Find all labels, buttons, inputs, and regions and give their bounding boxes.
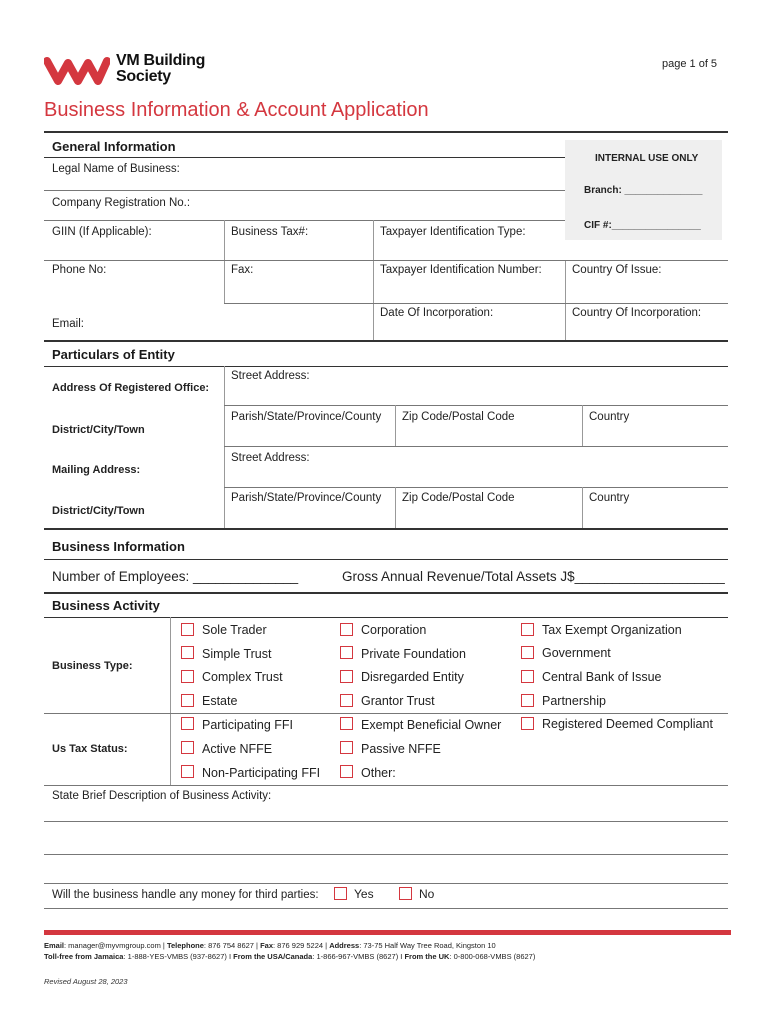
footer-tollfree-jamaica-value: : 1-888-YES-VMBS (937-8627) I	[123, 952, 234, 961]
date-of-incorporation-label: Date Of Incorporation:	[380, 307, 494, 319]
street-address-label-2: Street Address:	[231, 452, 310, 464]
page-title: Business Information & Account Application	[44, 99, 429, 121]
disregarded-entity-label: Disregarded Entity	[361, 670, 464, 684]
footer-tollfree-jamaica-label: Toll-free from Jamaica	[44, 952, 124, 961]
corporation-label: Corporation	[361, 623, 427, 637]
active-nffe-label: Active NFFE	[202, 742, 273, 756]
government-label: Government	[542, 646, 611, 660]
district-label-2: District/City/Town	[52, 505, 145, 517]
registered-deemed-compliant-checkbox[interactable]	[521, 717, 534, 730]
email-label: Email:	[52, 318, 84, 330]
simple-trust-checkbox[interactable]	[181, 646, 194, 659]
central-bank-label: Central Bank of Issue	[542, 670, 662, 684]
exempt-beneficial-owner-checkbox[interactable]	[340, 717, 353, 730]
third-party-question: Will the business handle any money for third parties:	[52, 889, 319, 901]
private-foundation-checkbox[interactable]	[340, 646, 353, 659]
tax-exempt-organization-checkbox[interactable]	[521, 623, 534, 636]
tax-exempt-organization-label: Tax Exempt Organization	[542, 623, 682, 637]
grantor-trust-label: Grantor Trust	[361, 694, 435, 708]
footer-email-value: : manager@myvmgroup.com |	[64, 941, 167, 950]
zip-label-2: Zip Code/Postal Code	[402, 492, 515, 504]
fax-label: Fax:	[231, 264, 254, 276]
complex-trust-checkbox[interactable]	[181, 670, 194, 683]
footer-contact-line-1	[44, 941, 496, 950]
logo-text-line2: Society	[116, 68, 171, 85]
particulars-heading: Particulars of Entity	[52, 347, 175, 362]
third-party-no-label: No	[419, 887, 435, 901]
phone-label: Phone No:	[52, 264, 107, 276]
revised-date: Revised August 28, 2023	[44, 977, 128, 986]
passive-nffe-label: Passive NFFE	[361, 742, 441, 756]
passive-nffe-checkbox[interactable]	[340, 741, 353, 754]
description-line-1[interactable]	[44, 821, 728, 822]
branch-field: Branch: ______________	[584, 185, 703, 196]
registered-deemed-compliant-label: Registered Deemed Compliant	[542, 717, 713, 731]
country-label-1: Country	[589, 411, 630, 423]
exempt-beneficial-owner-label: Exempt Beneficial Owner	[361, 718, 502, 732]
sole-trader-label: Sole Trader	[202, 623, 267, 637]
description-line-2[interactable]	[44, 854, 728, 855]
us-tax-status-label: Us Tax Status:	[52, 743, 128, 755]
page-indicator: page 1 of 5	[662, 58, 718, 70]
legal-name-label: Legal Name of Business:	[52, 163, 180, 175]
footer-telephone-label: Telephone	[166, 941, 204, 950]
footer-fax-label: Fax	[260, 941, 274, 950]
business-description-label: State Brief Description of Business Activity:	[52, 790, 272, 802]
giin-label: GIIN (If Applicable):	[52, 226, 152, 238]
disregarded-entity-checkbox[interactable]	[340, 670, 353, 683]
vm-logo-icon	[44, 53, 110, 87]
government-checkbox[interactable]	[521, 646, 534, 659]
participating-ffi-checkbox[interactable]	[181, 717, 194, 730]
zip-label-1: Zip Code/Postal Code	[402, 411, 515, 423]
description-line-3[interactable]	[44, 883, 728, 884]
business-activity-heading: Business Activity	[52, 598, 160, 613]
number-of-employees-field[interactable]: Number of Employees: ______________	[52, 569, 299, 584]
footer-usa-value: : 1-866-967-VMBS (8627) I	[312, 952, 405, 961]
other-label: Other:	[361, 766, 396, 780]
country-of-issue-label: Country Of Issue:	[572, 264, 662, 276]
street-address-label-1: Street Address:	[231, 370, 310, 382]
title-divider	[44, 131, 728, 133]
footer-uk-value: : 0-800-068-VMBS (8627)	[449, 952, 536, 961]
parish-label-2: Parish/State/Province/County	[231, 492, 382, 504]
footer-address-label: Address	[329, 941, 360, 950]
participating-ffi-label: Participating FFI	[202, 718, 294, 732]
parish-label-1: Parish/State/Province/County	[231, 411, 382, 423]
cif-field: CIF #:________________	[584, 220, 701, 231]
logo	[44, 52, 214, 88]
central-bank-checkbox[interactable]	[521, 670, 534, 683]
country-of-incorporation-label: Country Of Incorporation:	[572, 307, 702, 319]
footer-address-value: : 73-75 Half Way Tree Road, Kingston 10	[359, 941, 496, 950]
footer-email-label: Email	[44, 941, 65, 950]
footer-fax-value: : 876 929 5224 |	[273, 941, 330, 950]
footer-usa-label: From the USA/Canada	[233, 952, 313, 961]
business-information-heading: Business Information	[52, 539, 185, 554]
footer-accent-bar	[44, 930, 731, 935]
district-label-1: District/City/Town	[52, 424, 145, 436]
simple-trust-label: Simple Trust	[202, 647, 272, 661]
estate-label: Estate	[202, 694, 238, 708]
internal-use-box	[565, 140, 722, 240]
mailing-address-label: Mailing Address:	[52, 464, 141, 476]
grantor-trust-checkbox[interactable]	[340, 694, 353, 707]
footer-uk-label: From the UK	[404, 952, 450, 961]
taxpayer-id-number-label: Taxpayer Identification Number:	[380, 264, 542, 276]
business-type-label: Business Type:	[52, 660, 133, 672]
third-party-yes-checkbox[interactable]	[334, 887, 347, 900]
estate-checkbox[interactable]	[181, 694, 194, 707]
corporation-checkbox[interactable]	[340, 623, 353, 636]
sole-trader-checkbox[interactable]	[181, 623, 194, 636]
non-participating-ffi-label: Non-Participating FFI	[202, 766, 321, 780]
footer-contact-line-2	[44, 952, 535, 961]
complex-trust-label: Complex Trust	[202, 670, 283, 684]
business-tax-label: Business Tax#:	[231, 226, 309, 238]
third-party-yes-label: Yes	[354, 887, 374, 901]
country-label-2: Country	[589, 492, 630, 504]
taxpayer-id-type-label: Taxpayer Identification Type:	[380, 226, 526, 238]
other-checkbox[interactable]	[340, 765, 353, 778]
third-party-no-checkbox[interactable]	[399, 887, 412, 900]
registered-office-label: Address Of Registered Office:	[52, 382, 210, 394]
partnership-checkbox[interactable]	[521, 694, 534, 707]
logo-text-line1: VM Building	[116, 52, 206, 69]
footer-telephone-value: : 876 754 8627 |	[203, 941, 261, 950]
general-information-heading: General Information	[52, 139, 176, 154]
active-nffe-checkbox[interactable]	[181, 741, 194, 754]
gross-revenue-field[interactable]: Gross Annual Revenue/Total Assets J$____________________	[342, 569, 725, 584]
non-participating-ffi-checkbox[interactable]	[181, 765, 194, 778]
company-registration-label: Company Registration No.:	[52, 197, 191, 209]
internal-use-title: INTERNAL USE ONLY	[595, 153, 699, 164]
private-foundation-label: Private Foundation	[361, 647, 466, 661]
partnership-label: Partnership	[542, 694, 606, 708]
